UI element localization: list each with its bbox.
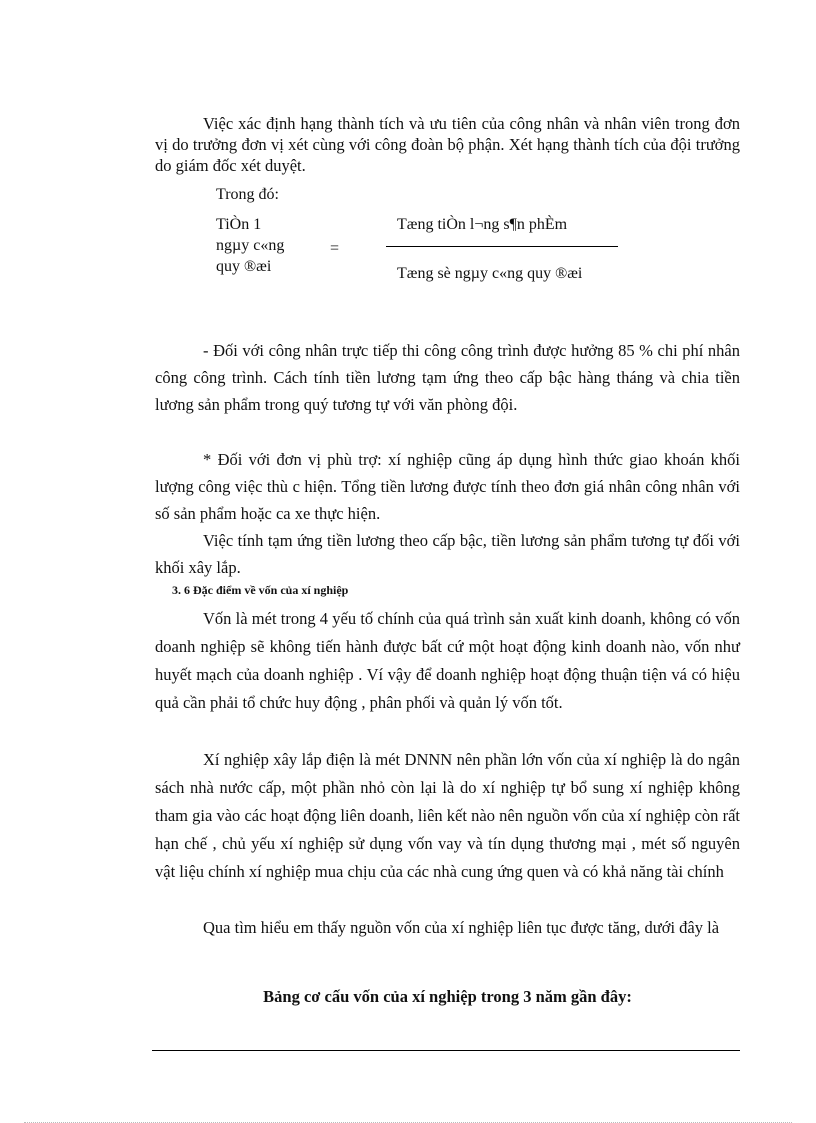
paragraph-workers: - Đối với công nhân trực tiếp thi công công trình được hưởng 85 % chi phí nhân công công trình. Cách tính tiền lương tạm ứng theo cấp bậc hàng tháng và chia tiền lương sản phẩm trong quý tương tự với văn phòng đội. — [155, 341, 740, 414]
paragraph-ranking: Việc xác định hạng thành tích và ưu tiên của công nhân và nhân viên trong đơn vị do trưởng đơn vị xét cùng với công đoàn bộ phận. Xét hạng thành tích của đội trưởng do giám đốc xét duyệt. — [155, 114, 740, 175]
formula-equals: = — [330, 240, 340, 257]
paragraph-capital-role: Vốn là mét trong 4 yếu tố chính của quá trình sản xuất kinh doanh, không có vốn doanh nghiệp sẽ không tiến hành được bất cứ một hoạt động kinh doanh nào, vốn như huyết mạch của doanh nghiệp . Ví vậy để doanh nghiệp hoạt động thuận tiện vá có hiệu quả cần phải tổ chức huy động , phân phối và quản lý vốn tốt. — [155, 609, 740, 712]
formula-lhs-line2: ngµy c«ng — [216, 237, 285, 254]
formula-lhs-line3: quy ®æi — [216, 258, 272, 275]
bottom-rule — [152, 1050, 740, 1051]
paragraph-advance-pay: Việc tính tạm ứng tiền lương theo cấp bậc, tiền lương sản phẩm tương tự đối với khối xây lắp. — [155, 531, 740, 577]
paragraph-capital-source: Xí nghiệp xây lắp điện là mét DNNN nên phần lớn vốn của xí nghiệp là do ngân sách nhà nước cấp, một phần nhỏ còn lại là do xí nghiệp tự bổ sung xí nghiệp không tham gia vào các hoạt động liên doanh, liên kết nào nên nguồn vốn của xí nghiệp còn rất hạn chế , chủ yếu xí nghiệp sử dụng vốn vay và tín dụng thương mại , mét số nguyên vật liệu chính xí nghiệp mua chịu của các nhà cung ứng quen và có khả năng tài chính — [155, 750, 740, 881]
paragraph-capital-growth: Qua tìm hiểu em thấy nguồn vốn của xí nghiệp liên tục được tăng, dưới đây là — [203, 918, 720, 937]
formula-denominator: Tæng sè ngµy c«ng quy ®æi — [397, 265, 583, 282]
formula-numerator: Tæng tiÒn l¬ng s¶n phÈm — [397, 216, 568, 233]
formula-intro: Trong đó: — [216, 186, 279, 203]
formula-lhs-line1: TiÒn 1 — [216, 216, 262, 233]
fraction-line — [386, 246, 618, 247]
paragraph-support-units: * Đối với đơn vị phù trợ: xí nghiệp cũng áp dụng hình thức giao khoán khối lượng công việc thù c hiện. Tổng tiền lương được tính theo đơn giá nhân công nhân với số sản phẩm hoặc ca xe thực hiện. — [155, 450, 740, 523]
table-title: Bảng cơ cấu vốn của xí nghiệp trong 3 năm gần đây: — [263, 987, 632, 1006]
section-heading: 3. 6 Đặc điểm về vốn của xí nghiệp — [172, 583, 349, 597]
